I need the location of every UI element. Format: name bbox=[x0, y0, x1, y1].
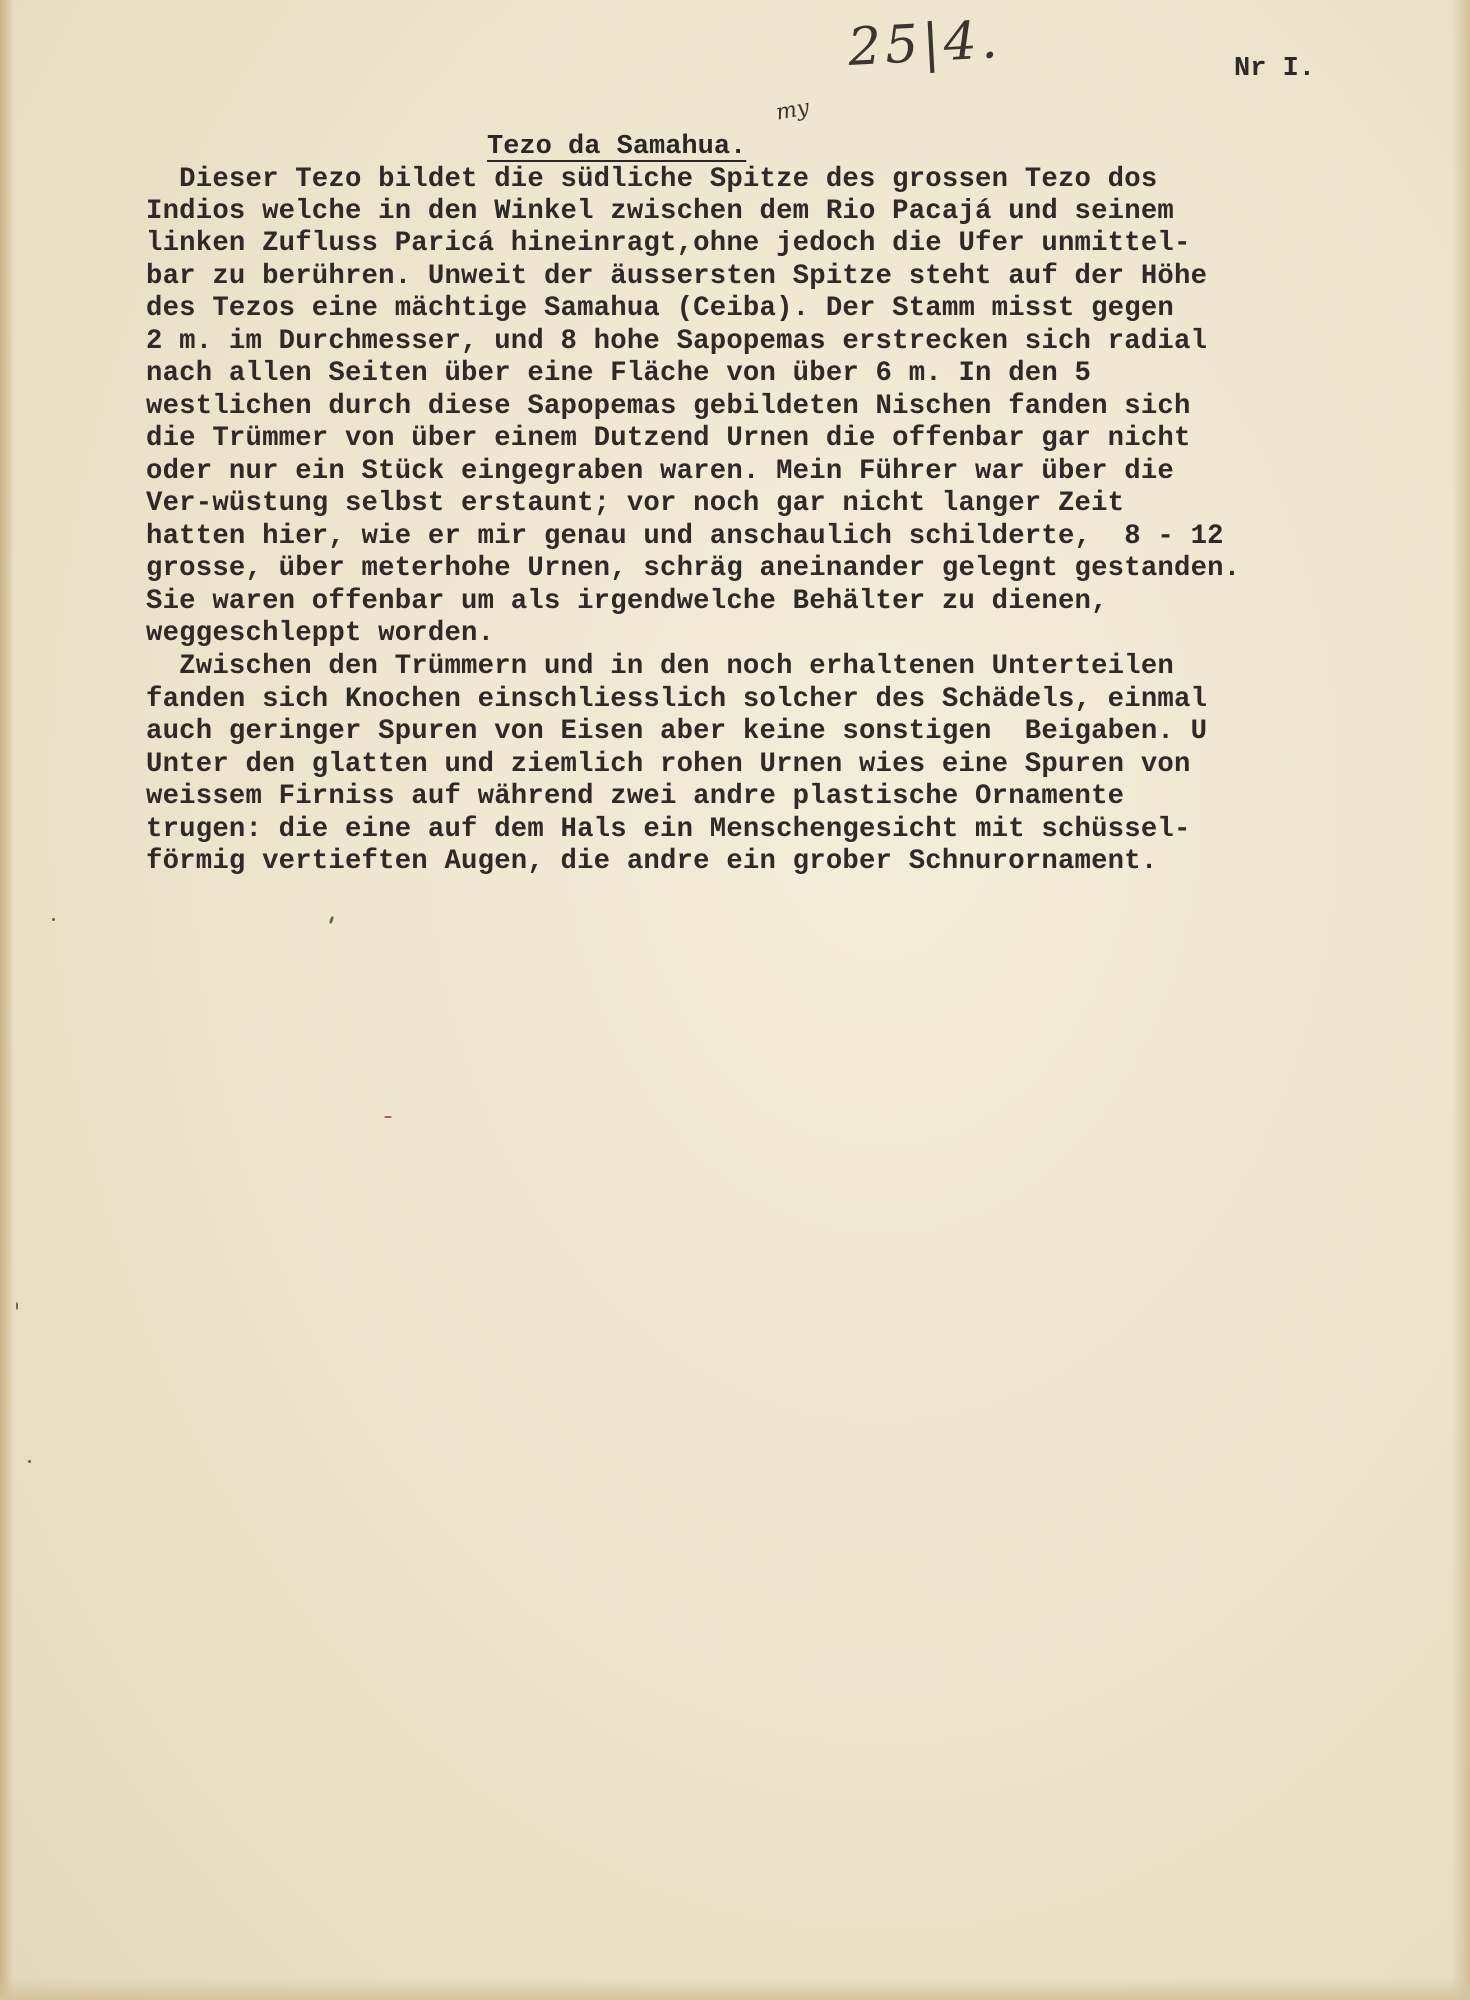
text-line: weggeschleppt worden. bbox=[146, 618, 495, 649]
text-line: fanden sich Knochen einschliesslich solcher des Schädels, einmal bbox=[146, 684, 1208, 715]
text-line: des Tezos eine mächtige Samahua (Ceiba). Der Stamm misst gegen bbox=[146, 293, 1175, 324]
text-line: förmig vertieften Augen, die andre ein grober Schnurornament. bbox=[146, 846, 1158, 877]
text-line: Indios welche in den Winkel zwischen dem Rio Pacajá und seinem bbox=[146, 196, 1175, 227]
text-line: weissem Firniss auf während zwei andre plastische Ornamente bbox=[146, 781, 1125, 812]
text-line: Dieser Tezo bildet die südliche Spitze des grossen Tezo dos bbox=[146, 164, 1158, 195]
handwritten-correction-mark: my bbox=[774, 95, 812, 126]
page-left-edge bbox=[0, 0, 14, 2000]
text-line: die Trümmer von über einem Dutzend Urnen die offenbar gar nicht bbox=[146, 423, 1191, 454]
page-number: Nr I. bbox=[1234, 54, 1316, 84]
text-line: nach allen Seiten über eine Fläche von über 6 m. In den 5 bbox=[146, 358, 1092, 389]
text-line: Ver-wüstung selbst erstaunt; vor noch gar nicht langer Zeit bbox=[146, 488, 1125, 519]
text-line: grosse, über meterhohe Urnen, schräg aneinander gelegnt gestanden. bbox=[146, 553, 1241, 584]
text-line: bar zu berühren. Unweit der äussersten Spitze steht auf der Höhe bbox=[146, 261, 1208, 292]
text-line: hatten hier, wie er mir genau und anschaulich schilderte, 8 - 12 bbox=[146, 521, 1224, 552]
paper-speck bbox=[52, 918, 55, 921]
text-line: 2 m. im Durchmesser, und 8 hohe Sapopemas erstrecken sich radial bbox=[146, 326, 1208, 357]
paper-speck bbox=[384, 1116, 392, 1118]
paper-speck bbox=[28, 1460, 31, 1463]
text-line: Zwischen den Trümmern und in den noch erhaltenen Unterteilen bbox=[146, 651, 1175, 682]
text-line: westlichen durch diese Sapopemas gebildeten Nischen fanden sich bbox=[146, 391, 1191, 422]
text-line: Sie waren offenbar um als irgendwelche Behälter zu dienen, bbox=[146, 586, 1108, 617]
text-line: Unter den glatten und ziemlich rohen Urnen wies eine Spuren von bbox=[146, 749, 1191, 780]
page-bottom-edge bbox=[0, 1978, 1470, 2000]
text-line: oder nur ein Stück eingegraben waren. Mein Führer war über die bbox=[146, 456, 1175, 487]
handwritten-archive-number: 25|4. bbox=[846, 10, 1003, 78]
text-line: trugen: die eine auf dem Hals ein Menschengesicht mit schüssel- bbox=[146, 814, 1191, 845]
paper-speck bbox=[16, 1302, 18, 1310]
document-title: Tezo da Samahua. bbox=[487, 132, 747, 162]
text-line: linken Zufluss Paricá hineinragt,ohne jedoch die Ufer unmittel- bbox=[146, 228, 1191, 259]
paper-speck bbox=[329, 916, 335, 925]
page-right-edge bbox=[1452, 0, 1470, 2000]
text-line: auch geringer Spuren von Eisen aber keine sonstigen Beigaben. U bbox=[146, 716, 1208, 747]
